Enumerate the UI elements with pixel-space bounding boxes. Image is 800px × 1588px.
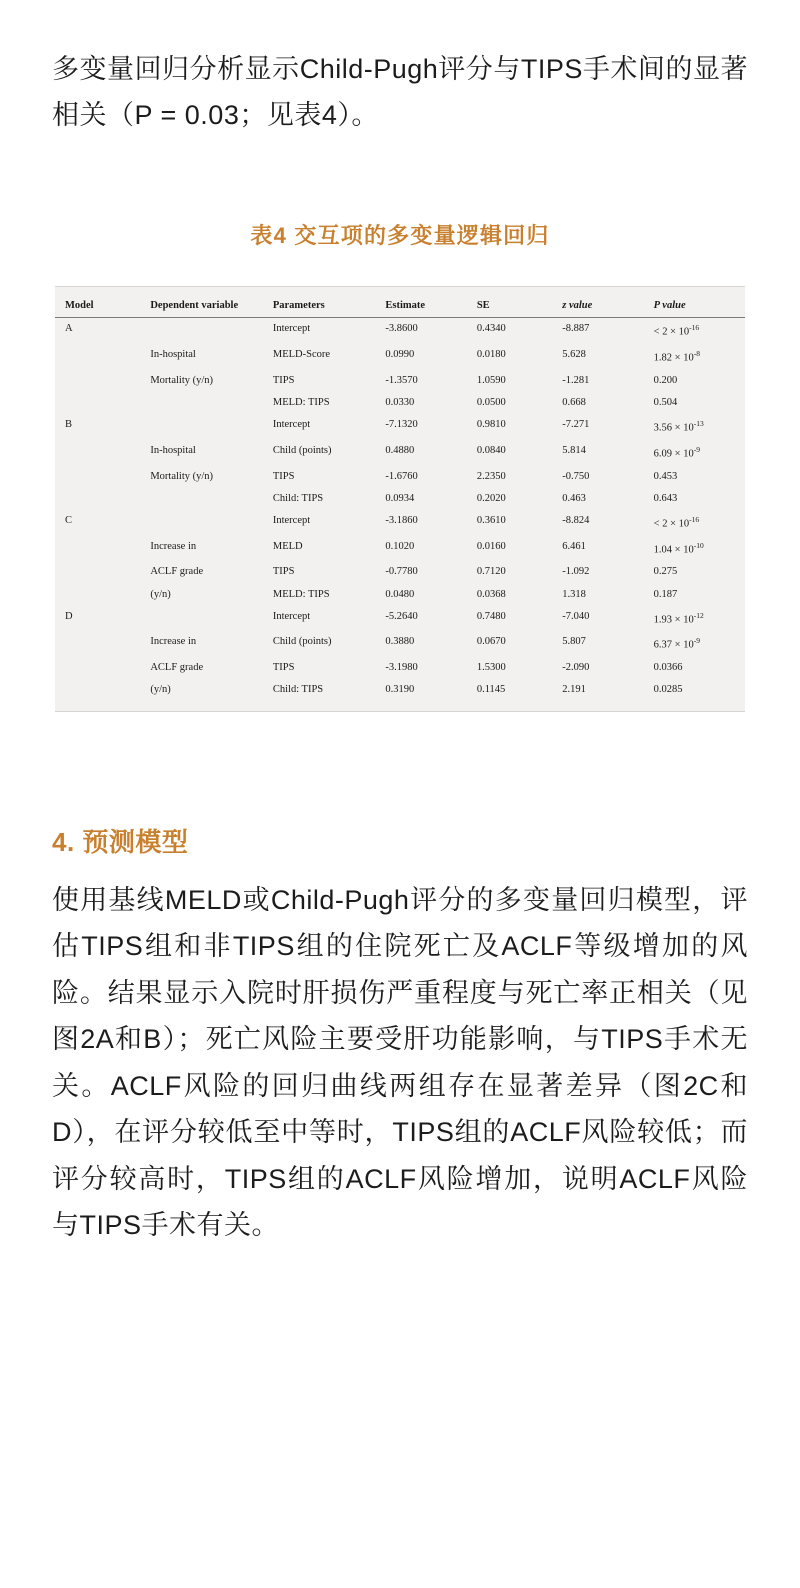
cell-p-value: < $2 \times 10^{-16}$ — [653, 323, 700, 338]
cell-estimate: 0.1020 — [385, 540, 415, 552]
cell-model — [55, 583, 144, 605]
cell-estimate: -3.1860 — [385, 514, 418, 526]
cell-estimate: 0.0480 — [385, 588, 415, 600]
regression-table — [55, 295, 745, 701]
table-row — [55, 535, 745, 561]
cell-parameter: MELD: TIPS — [272, 588, 330, 600]
cell-z-value: -2.090 — [562, 662, 590, 674]
cell-p-value: < $2 \times 10^{-16}$ — [653, 514, 700, 530]
cell-estimate: 0.3190 — [385, 684, 415, 696]
cell-estimate: -1.6760 — [385, 470, 418, 482]
cell-estimate: 0.3880 — [385, 636, 415, 648]
cell-z-value: -7.040 — [562, 610, 590, 622]
cell-parameter: TIPS — [272, 566, 295, 578]
cell-estimate: -1.3570 — [385, 374, 418, 386]
cell-se: 1.0590 — [476, 374, 506, 386]
cell-dependent-variable: In-hospital — [150, 444, 196, 456]
cell-se: 0.7120 — [476, 566, 506, 578]
column-header-dependent-variable: Dependent variable — [144, 295, 267, 318]
cell-parameter: MELD: TIPS — [272, 397, 330, 409]
body-paragraph: 使用基线MELD或Child-Pugh评分的多变量回归模型，评估TIPS组和非TIPS组的住院死亡及ACLF等级增加的风险。结果显示入院时肝损伤严重程度与死亡率正相关（见图2A和B）；死亡风险主要受肝功能影响，与TIPS手术无关。ACLF风险的回归曲线两组存在显著差异（图2C和D），在评分较低至中等时，TIPS组的ACLF风险较低；而评分较高时，TIPS组的ACLF风险增加，说明ACLF风险与TIPS手术有关。 — [52, 884, 748, 1240]
cell-model — [55, 344, 144, 370]
cell-model — [55, 679, 144, 701]
column-header-z-value: z value — [556, 295, 647, 318]
cell-z-value: -8.824 — [562, 514, 590, 526]
cell-model: C — [65, 514, 73, 526]
cell-dependent-variable: Increase in — [150, 636, 197, 648]
cell-dependent-variable: (y/n) — [150, 588, 171, 600]
cell-model — [55, 391, 144, 413]
cell-parameter: MELD — [272, 540, 303, 552]
regression-table-container — [55, 286, 745, 712]
table-row — [55, 439, 745, 465]
cell-se: 0.0670 — [476, 636, 506, 648]
cell-p-value: 0.504 — [653, 397, 678, 409]
intro-paragraph: 多变量回归分析显示Child-Pugh评分与TIPS手术间的显著相关（P = 0.03；见表4）。 — [52, 54, 748, 131]
table-row — [55, 317, 745, 343]
cell-z-value: 5.814 — [562, 444, 586, 456]
cell-z-value: 6.461 — [562, 540, 586, 552]
cell-p-value: $6.37 \times 10^{-9}$ — [653, 636, 700, 651]
cell-estimate: -3.1980 — [385, 662, 418, 674]
cell-dependent-variable — [144, 317, 267, 343]
table-row — [55, 631, 745, 657]
table-row — [55, 679, 745, 701]
cell-z-value: -0.750 — [562, 470, 590, 482]
cell-estimate: -7.1320 — [385, 419, 418, 431]
cell-parameter: TIPS — [272, 374, 295, 386]
cell-model: A — [65, 323, 73, 335]
cell-parameter: Child: TIPS — [272, 684, 324, 696]
cell-parameter: TIPS — [272, 470, 295, 482]
table-row — [55, 657, 745, 679]
cell-se: 0.3610 — [476, 514, 506, 526]
cell-estimate: 0.0934 — [385, 492, 415, 504]
cell-parameter: Intercept — [272, 610, 311, 622]
cell-se: 0.0840 — [476, 444, 506, 456]
cell-se: 0.0500 — [476, 397, 506, 409]
table-row — [55, 344, 745, 370]
cell-model — [55, 561, 144, 583]
cell-z-value: 1.318 — [562, 588, 586, 600]
cell-z-value: -7.271 — [562, 419, 590, 431]
cell-se: 0.7480 — [476, 610, 506, 622]
cell-p-value: 0.453 — [653, 470, 678, 482]
table-caption: 表4 交互项的多变量逻辑回归 — [250, 222, 550, 248]
table-row — [55, 583, 745, 605]
cell-p-value: 0.643 — [653, 492, 678, 504]
cell-dependent-variable: ACLF grade — [150, 566, 204, 578]
cell-dependent-variable: Mortality (y/n) — [150, 374, 214, 386]
cell-parameter: Intercept — [272, 323, 311, 335]
cell-se: 1.5300 — [476, 662, 506, 674]
cell-p-value: 0.200 — [653, 374, 678, 386]
cell-p-value: $1.82 \times 10^{-8}$ — [653, 349, 700, 364]
cell-dependent-variable — [144, 509, 267, 535]
cell-z-value: 5.807 — [562, 636, 586, 648]
table-row — [55, 487, 745, 509]
cell-z-value: 0.463 — [562, 492, 586, 504]
cell-model — [55, 535, 144, 561]
cell-dependent-variable: In-hospital — [150, 349, 196, 361]
cell-dependent-variable — [144, 414, 267, 440]
cell-se: 0.1145 — [476, 684, 506, 696]
cell-z-value: -8.887 — [562, 323, 590, 335]
section-heading: 4. 预测模型 — [52, 826, 189, 857]
table-row — [55, 605, 745, 631]
cell-se: 0.0180 — [476, 349, 506, 361]
cell-z-value: -1.281 — [562, 374, 590, 386]
cell-p-value: 0.187 — [653, 588, 678, 600]
cell-p-value: 0.0366 — [653, 662, 683, 674]
cell-estimate: -5.2640 — [385, 610, 418, 622]
cell-parameter: Intercept — [272, 514, 311, 526]
cell-p-value: 0.275 — [653, 566, 678, 578]
cell-model — [55, 657, 144, 679]
regression-table-body — [55, 317, 745, 701]
cell-parameter: Child (points) — [272, 636, 332, 648]
cell-se: 0.0368 — [476, 588, 506, 600]
table-row — [55, 561, 745, 583]
cell-se: 0.9810 — [476, 419, 506, 431]
column-header-estimate: Estimate — [379, 295, 470, 318]
table-row — [55, 369, 745, 391]
column-header-p-value: P value — [648, 295, 745, 318]
cell-estimate: 0.0330 — [385, 397, 415, 409]
table-row — [55, 414, 745, 440]
cell-parameter: MELD-Score — [272, 349, 331, 361]
cell-estimate: 0.4880 — [385, 444, 415, 456]
table-header-row — [55, 295, 745, 318]
cell-estimate: -3.8600 — [385, 323, 418, 335]
cell-se: 0.0160 — [476, 540, 506, 552]
cell-dependent-variable: Mortality (y/n) — [150, 470, 214, 482]
cell-parameter: Intercept — [272, 419, 311, 431]
cell-estimate: -0.7780 — [385, 566, 418, 578]
cell-dependent-variable: (y/n) — [150, 684, 171, 696]
cell-z-value: 2.191 — [562, 684, 586, 696]
cell-dependent-variable: ACLF grade — [150, 662, 204, 674]
cell-dependent-variable — [144, 487, 267, 509]
cell-model — [55, 369, 144, 391]
table-row — [55, 465, 745, 487]
cell-dependent-variable — [144, 605, 267, 631]
cell-model: B — [65, 419, 73, 431]
cell-model — [55, 487, 144, 509]
cell-dependent-variable: Increase in — [150, 540, 197, 552]
cell-p-value: 0.0285 — [653, 684, 683, 696]
cell-se: 2.2350 — [476, 470, 506, 482]
cell-dependent-variable — [144, 391, 267, 413]
cell-se: 0.2020 — [476, 492, 506, 504]
column-header-parameters: Parameters — [267, 295, 380, 318]
table-row — [55, 391, 745, 413]
cell-p-value: $1.04 \times 10^{-10}$ — [653, 540, 704, 556]
cell-z-value: 0.668 — [562, 397, 586, 409]
cell-p-value: $6.09 \times 10^{-9}$ — [653, 444, 700, 460]
column-header-model: Model — [55, 295, 144, 318]
cell-model — [55, 631, 144, 657]
table-row — [55, 509, 745, 535]
page-bottom-spacer — [52, 1248, 748, 1268]
cell-z-value: -1.092 — [562, 566, 590, 578]
cell-p-value: $3.56 \times 10^{-13}$ — [653, 419, 704, 434]
cell-se: 0.4340 — [476, 323, 506, 335]
cell-parameter: Child (points) — [272, 444, 332, 456]
cell-model — [55, 465, 144, 487]
cell-p-value: $1.93 \times 10^{-12}$ — [653, 610, 704, 626]
column-header-se: SE — [471, 295, 556, 318]
cell-parameter: TIPS — [272, 662, 295, 674]
cell-z-value: 5.628 — [562, 349, 586, 361]
cell-parameter: Child: TIPS — [272, 492, 324, 504]
cell-estimate: 0.0990 — [385, 349, 415, 361]
cell-model — [55, 439, 144, 465]
cell-model: D — [65, 610, 73, 622]
